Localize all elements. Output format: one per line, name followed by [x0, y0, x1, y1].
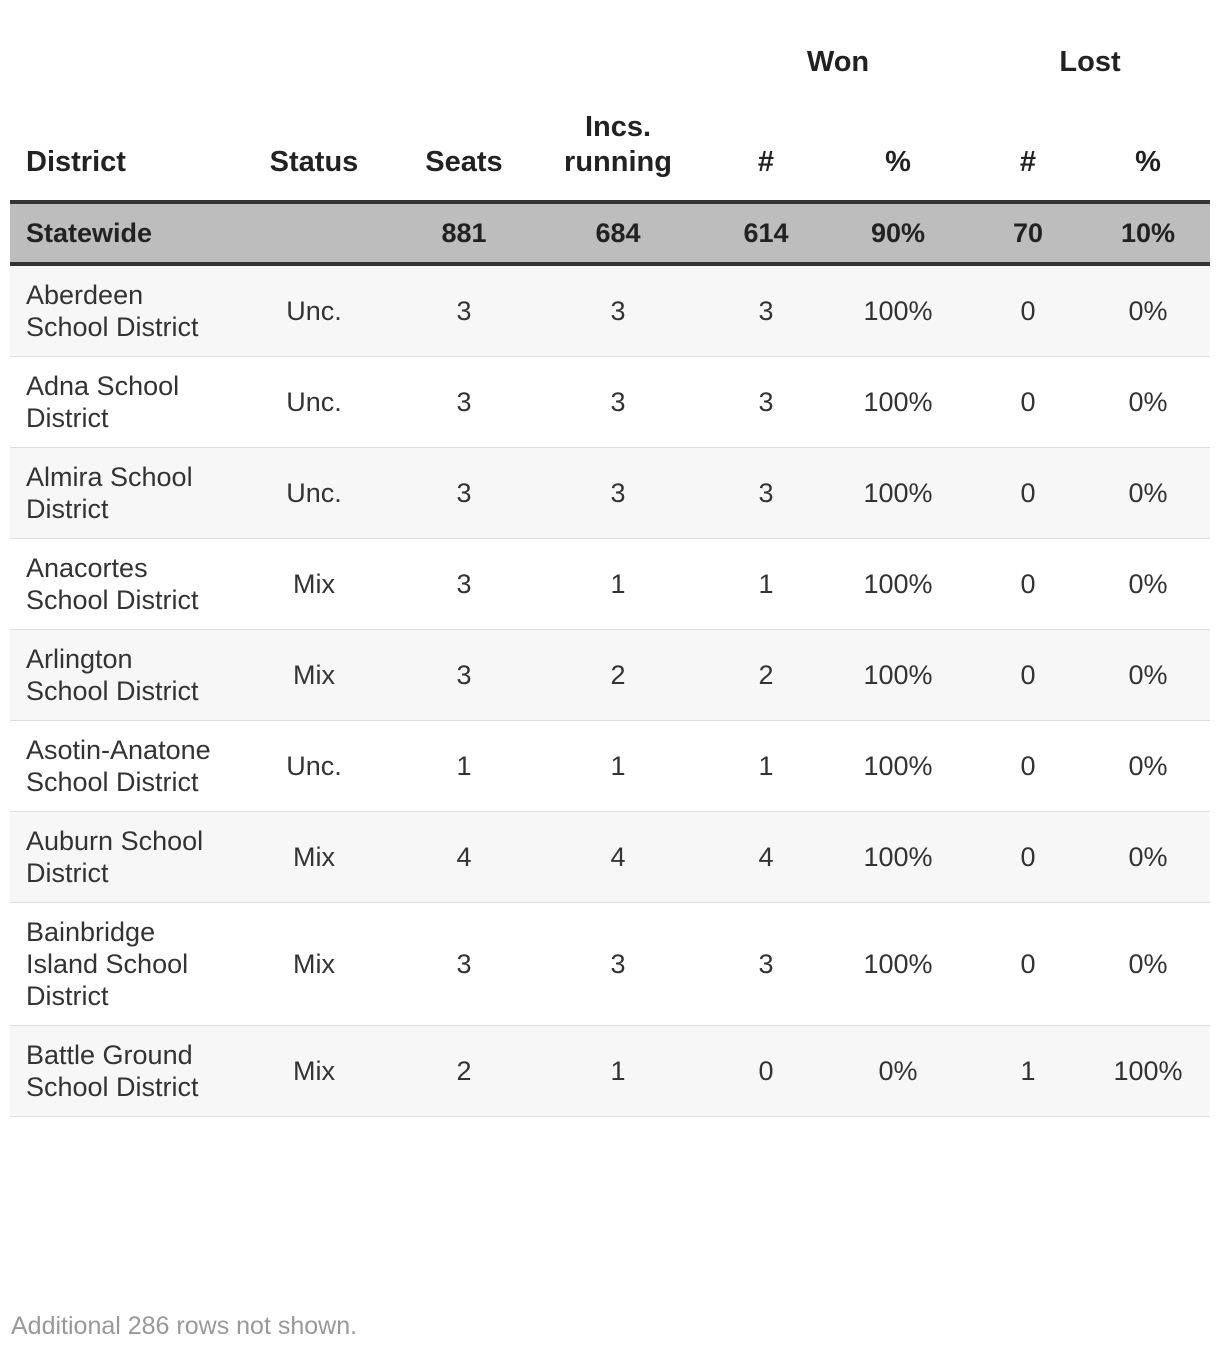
cell-incs-running: 1: [530, 1026, 706, 1117]
cell-seats: 4: [398, 812, 530, 903]
cell-incs-running: 3: [530, 448, 706, 539]
table-row: [10, 1026, 1210, 1117]
cell-won-percent: 100%: [826, 903, 970, 1026]
cell-lost-count: 1: [970, 1026, 1086, 1117]
cell-status: Unc.: [230, 721, 398, 812]
table-header: [10, 0, 1210, 202]
cell-won-count: 3: [706, 264, 826, 357]
cell-status: Unc.: [230, 448, 398, 539]
cell-lost-percent: 0%: [1086, 357, 1210, 448]
cell-won-count: 0: [706, 1026, 826, 1117]
cell-incs-running: 1: [530, 539, 706, 630]
group-header-won: Won: [806, 46, 870, 78]
statewide-status: [230, 202, 398, 264]
cell-lost-percent: 0%: [1086, 264, 1210, 357]
cell-district: Asotin-Anatone School District: [10, 721, 230, 812]
cell-won-count: 2: [706, 630, 826, 721]
cell-incs-running: 2: [530, 630, 706, 721]
group-header-spacer: [10, 0, 706, 110]
cell-lost-count: 0: [970, 264, 1086, 357]
cell-status: Mix: [230, 630, 398, 721]
column-header-seats[interactable]: Seats: [398, 110, 530, 202]
column-header-lost-count[interactable]: #: [970, 110, 1086, 202]
cell-won-percent: 0%: [826, 1026, 970, 1117]
statewide-lost-percent: 10%: [1086, 202, 1210, 264]
cell-lost-count: 0: [970, 357, 1086, 448]
group-header-row: [10, 0, 1210, 110]
cell-won-percent: 100%: [826, 264, 970, 357]
column-header-incs-line2: running: [564, 146, 672, 178]
cell-seats: 3: [398, 903, 530, 1026]
statewide-won-count: 614: [706, 202, 826, 264]
table-row: [10, 357, 1210, 448]
cell-won-percent: 100%: [826, 539, 970, 630]
table-row: [10, 721, 1210, 812]
cell-incs-running: 3: [530, 357, 706, 448]
cell-district: Bainbridge Island School District: [10, 903, 230, 1026]
cell-lost-percent: 0%: [1086, 448, 1210, 539]
column-header-incs-running[interactable]: [530, 110, 706, 202]
column-header-won-percent[interactable]: %: [826, 110, 970, 202]
cell-won-percent: 100%: [826, 630, 970, 721]
cell-won-count: 3: [706, 357, 826, 448]
table-row: [10, 264, 1210, 357]
statewide-row: [10, 202, 1210, 264]
statewide-district: Statewide: [10, 202, 230, 264]
cell-status: Mix: [230, 812, 398, 903]
column-header-incs-line1: Incs.: [584, 111, 652, 143]
cell-seats: 3: [398, 448, 530, 539]
column-header-district[interactable]: District: [10, 110, 230, 202]
column-header-status[interactable]: Status: [230, 110, 398, 202]
cell-district: Anacortes School District: [10, 539, 230, 630]
table-row: [10, 448, 1210, 539]
cell-lost-percent: 100%: [1086, 1026, 1210, 1117]
cell-status: Mix: [230, 539, 398, 630]
cell-lost-percent: 0%: [1086, 539, 1210, 630]
cell-lost-percent: 0%: [1086, 812, 1210, 903]
cell-won-percent: 100%: [826, 448, 970, 539]
rows-not-shown-note: Additional 286 rows not shown.: [11, 1312, 358, 1340]
cell-district: Almira School District: [10, 448, 230, 539]
cell-seats: 3: [398, 539, 530, 630]
cell-lost-count: 0: [970, 812, 1086, 903]
cell-status: Unc.: [230, 264, 398, 357]
table-body: [10, 202, 1210, 1117]
table-row: [10, 903, 1210, 1026]
cell-won-percent: 100%: [826, 357, 970, 448]
cell-seats: 1: [398, 721, 530, 812]
cell-lost-count: 0: [970, 721, 1086, 812]
cell-district: Battle Ground School District: [10, 1026, 230, 1117]
cell-won-count: 3: [706, 448, 826, 539]
results-table: [10, 0, 1210, 1117]
cell-lost-percent: 0%: [1086, 721, 1210, 812]
cell-seats: 3: [398, 630, 530, 721]
cell-status: Unc.: [230, 357, 398, 448]
column-header-won-count[interactable]: #: [706, 110, 826, 202]
statewide-incs-running: 684: [530, 202, 706, 264]
cell-won-percent: 100%: [826, 721, 970, 812]
cell-won-count: 4: [706, 812, 826, 903]
cell-lost-count: 0: [970, 630, 1086, 721]
cell-incs-running: 3: [530, 264, 706, 357]
cell-lost-count: 0: [970, 539, 1086, 630]
cell-district: Arlington School District: [10, 630, 230, 721]
cell-status: Mix: [230, 1026, 398, 1117]
group-header-lost: Lost: [1059, 46, 1121, 78]
cell-incs-running: 1: [530, 721, 706, 812]
statewide-won-percent: 90%: [826, 202, 970, 264]
cell-district: Adna School District: [10, 357, 230, 448]
cell-won-count: 3: [706, 903, 826, 1026]
cell-incs-running: 3: [530, 903, 706, 1026]
cell-seats: 3: [398, 357, 530, 448]
statewide-lost-count: 70: [970, 202, 1086, 264]
cell-district: Aberdeen School District: [10, 264, 230, 357]
cell-status: Mix: [230, 903, 398, 1026]
cell-lost-count: 0: [970, 903, 1086, 1026]
cell-won-percent: 100%: [826, 812, 970, 903]
cell-seats: 2: [398, 1026, 530, 1117]
cell-seats: 3: [398, 264, 530, 357]
cell-lost-count: 0: [970, 448, 1086, 539]
cell-won-count: 1: [706, 539, 826, 630]
table-row: [10, 539, 1210, 630]
cell-lost-percent: 0%: [1086, 630, 1210, 721]
column-header-lost-percent[interactable]: %: [1086, 110, 1210, 202]
cell-lost-percent: 0%: [1086, 903, 1210, 1026]
cell-incs-running: 4: [530, 812, 706, 903]
table-row: [10, 812, 1210, 903]
table-row: [10, 630, 1210, 721]
column-header-row: [10, 110, 1210, 202]
statewide-seats: 881: [398, 202, 530, 264]
cell-district: Auburn School District: [10, 812, 230, 903]
cell-won-count: 1: [706, 721, 826, 812]
